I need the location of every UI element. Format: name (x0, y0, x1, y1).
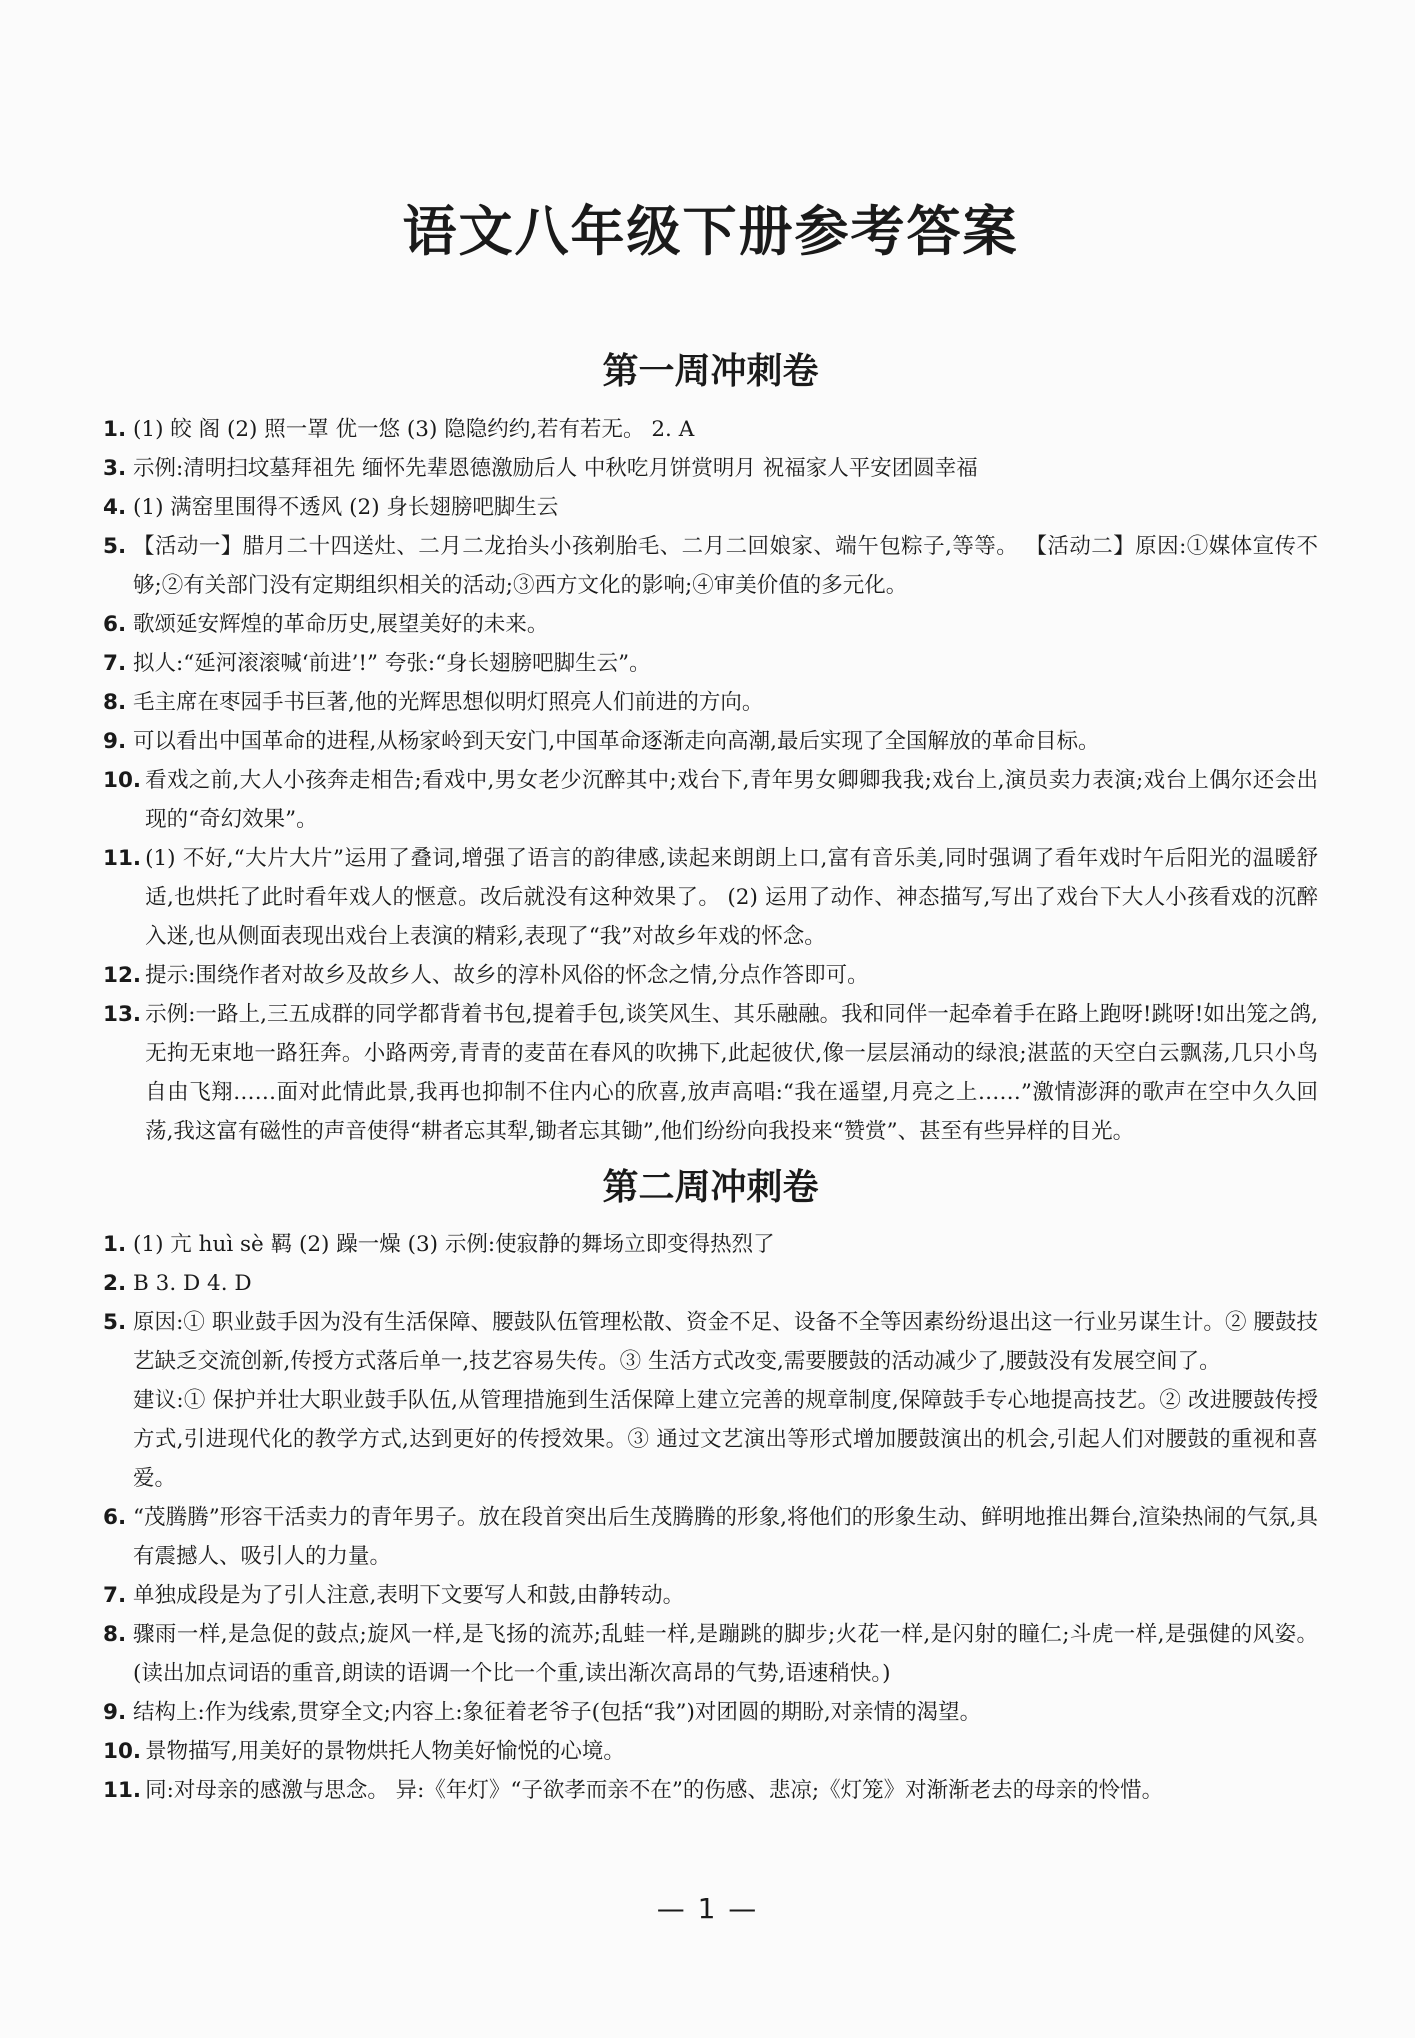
item-number: 13. (103, 1001, 142, 1027)
item-number: 12. (103, 962, 142, 988)
item-text: 示例:清明扫坟墓拜祖先 缅怀先辈恩德激励后人 中秋吃月饼赏明月 祝福家人平安团圆幸福 (133, 455, 978, 481)
answer-page (103, 200, 1318, 1810)
item-text-block (133, 1303, 1318, 1498)
item-number: 2. (103, 1271, 127, 1297)
list-item (103, 1615, 1318, 1693)
list-item (103, 1771, 1318, 1810)
item-text: 歌颂延安辉煌的革命历史,展望美好的未来。 (133, 611, 549, 637)
section-week-1 (103, 410, 1318, 1151)
list-item (103, 1732, 1318, 1771)
item-number: 3. (103, 455, 127, 481)
item-text: 拟人:“延河滚滚喊‘前进’!” 夸张:“身长翅膀吧脚生云”。 (133, 650, 651, 676)
item-number: 1. (103, 416, 127, 442)
item-text: 单独成段是为了引人注意,表明下文要写人和鼓,由静转动。 (133, 1583, 685, 1609)
list-item (103, 605, 1318, 644)
item-text: 同:对母亲的感激与思念。 异:《年灯》“子欲孝而亲不在”的伤感、悲凉;《灯笼》对渐渐老去的母亲的怜惜。 (145, 1778, 1164, 1804)
list-item (103, 644, 1318, 683)
list-item (103, 410, 1318, 449)
item-number: 6. (103, 611, 127, 637)
item-text: (1) 不好,“大片大片”运用了叠词,增强了语言的韵律感,读起来朗朗上口,富有音乐美,同时强调了看年戏时午后阳光的温暖舒适,也烘托了此时看年戏人的惬意。改后就没有这种效果了。 (2) 运用了动作、神态描写,写出了戏台下大人小孩看戏的沉醉入迷,也从侧面表现出戏台上表演的精彩,表现了“我”对故乡年戏的怀念。 (145, 845, 1318, 949)
item-number: 9. (103, 1700, 127, 1726)
item-number: 5. (103, 533, 127, 559)
list-item (103, 1264, 1318, 1303)
item-text: “茂腾腾”形容干活卖力的青年男子。放在段首突出后生茂腾腾的形象,将他们的形象生动、鲜明地推出舞台,渲染热闹的气氛,具有震撼人、吸引人的力量。 (133, 1505, 1318, 1570)
section-title-week-2: 第二周冲刺卷 (602, 1166, 819, 1208)
item-number: 6. (103, 1505, 127, 1531)
list-item (103, 995, 1318, 1151)
list-item (103, 1693, 1318, 1732)
list-item (103, 1498, 1318, 1576)
item-number: 7. (103, 650, 127, 676)
item-text: 骤雨一样,是急促的鼓点;旋风一样,是飞扬的流苏;乱蛙一样,是蹦跳的脚步;火花一样,是闪射的瞳仁;斗虎一样,是强健的风姿。(读出加点词语的重音,朗读的语调一个比一个重,读出渐次高昂的气势,语速稍快。) (133, 1622, 1318, 1687)
item-text: 结构上:作为线索,贯穿全文;内容上:象征着老爷子(包括“我”)对团圆的期盼,对亲情的渴望。 (133, 1700, 982, 1726)
item-text: (1) 满窑里围得不透风 (2) 身长翅膀吧脚生云 (133, 494, 559, 520)
item-number: 1. (103, 1232, 127, 1258)
item-text: 可以看出中国革命的进程,从杨家岭到天安门,中国革命逐渐走向高潮,最后实现了全国解放的革命目标。 (133, 728, 1100, 754)
item-number: 8. (103, 689, 127, 715)
item-number: 5. (103, 1310, 127, 1336)
item-text-suggestion: 建议:① 保护并壮大职业鼓手队伍,从管理措施到生活保障上建立完善的规章制度,保障鼓手专心地提高技艺。② 改进腰鼓传授方式,引进现代化的教学方式,达到更好的传授效果。③ 通过文艺演出等形式增加腰鼓演出的机会,引起人们对腰鼓的重视和喜爱。 (133, 1388, 1318, 1492)
item-text: 毛主席在枣园手书巨著,他的光辉思想似明灯照亮人们前进的方向。 (133, 689, 764, 715)
page-number: — 1 — (656, 1892, 759, 1925)
item-number: 10. (103, 1739, 142, 1765)
item-number: 4. (103, 494, 127, 520)
list-item (103, 1303, 1318, 1498)
item-text: (1) 皎 阁 (2) 照一罩 优一悠 (3) 隐隐约约,若有若无。 2. A (133, 416, 695, 442)
list-item (103, 527, 1318, 605)
item-number: 8. (103, 1622, 127, 1648)
item-number: 10. (103, 767, 142, 793)
item-text: 景物描写,用美好的景物烘托人物美好愉悦的心境。 (145, 1739, 625, 1765)
list-item (103, 1576, 1318, 1615)
item-text: 【活动一】腊月二十四送灶、二月二龙抬头小孩剃胎毛、二月二回娘家、端午包粽子,等等。 【活动二】原因:①媒体宣传不够;②有关部门没有定期组织相关的活动;③西方文化的影响;④审美价值的多元化。 (133, 533, 1318, 598)
list-item (103, 839, 1318, 956)
list-item (103, 1225, 1318, 1264)
item-text: 示例:一路上,三五成群的同学都背着书包,提着手包,谈笑风生、其乐融融。我和同伴一起牵着手在路上跑呀!跳呀!如出笼之鸽,无拘无束地一路狂奔。小路两旁,青青的麦苗在春风的吹拂下,此起彼伏,像一层层涌动的绿浪;湛蓝的天空白云飘荡,几只小鸟自由飞翔……面对此情此景,我再也抑制不住内心的欣喜,放声高唱:“我在遥望,月亮之上……”激情澎湃的歌声在空中久久回荡,我这富有磁性的声音使得“耕者忘其犁,锄者忘其锄”,他们纷纷向我投来“赞赏”、甚至有些异样的目光。 (145, 1001, 1318, 1144)
page-title: 语文八年级下册参考答案 (402, 200, 1019, 263)
item-text: 看戏之前,大人小孩奔走相告;看戏中,男女老少沉醉其中;戏台下,青年男女卿卿我我;戏台上,演员卖力表演;戏台上偶尔还会出现的“奇幻效果”。 (145, 767, 1318, 832)
list-item (103, 449, 1318, 488)
item-number: 11. (103, 845, 142, 871)
item-number: 9. (103, 728, 127, 754)
item-text: 原因:① 职业鼓手因为没有生活保障、腰鼓队伍管理松散、资金不足、设备不全等因素纷纷退出这一行业另谋生计。② 腰鼓技艺缺乏交流创新,传授方式落后单一,技艺容易失传。③ 生活方式改变,需要腰鼓的活动减少了,腰鼓没有发展空间了。 (133, 1310, 1318, 1375)
list-item (103, 488, 1318, 527)
section-title-week-1: 第一周冲刺卷 (602, 350, 819, 392)
list-item (103, 683, 1318, 722)
item-text: (1) 亢 huì sè 羁 (2) 躁一燥 (3) 示例:使寂静的舞场立即变得热烈了 (133, 1232, 775, 1258)
item-number: 7. (103, 1583, 127, 1609)
list-item (103, 761, 1318, 839)
section-week-2 (103, 1225, 1318, 1810)
item-number: 11. (103, 1778, 142, 1804)
item-text: 提示:围绕作者对故乡及故乡人、故乡的淳朴风俗的怀念之情,分点作答即可。 (145, 962, 869, 988)
item-text: B 3. D 4. D (133, 1271, 252, 1297)
list-item (103, 956, 1318, 995)
list-item (103, 722, 1318, 761)
